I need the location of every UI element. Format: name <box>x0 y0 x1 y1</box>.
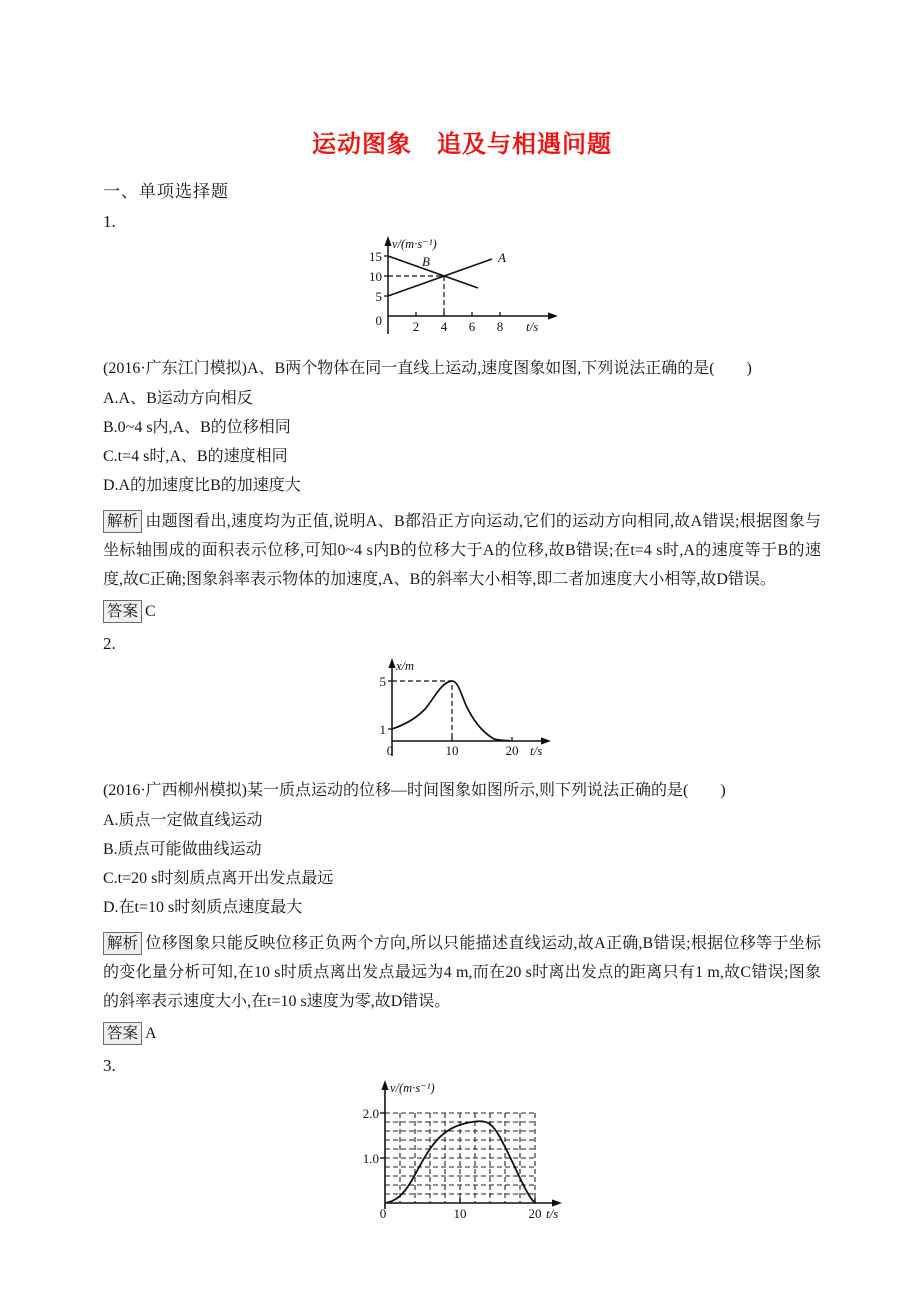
analysis-tag: 解析 <box>103 932 142 955</box>
x-tick-20: 20 <box>505 743 519 758</box>
section-heading: 一、单项选择题 <box>103 182 229 201</box>
answer-block <box>103 600 821 624</box>
x-tick-10: 10 <box>445 743 459 758</box>
y-axis-label: v/(m·s⁻¹) <box>389 1081 435 1095</box>
answer-text: C <box>145 603 156 620</box>
answer-block <box>103 1022 821 1046</box>
line-B <box>388 256 478 288</box>
y-axis-arrow <box>384 236 391 246</box>
crossing-guides <box>388 276 444 316</box>
worksheet-page <box>103 0 821 1233</box>
answer-tag: 答案 <box>103 1022 142 1045</box>
grid <box>385 1113 535 1203</box>
y-tick-2.0: 2.0 <box>362 1106 379 1121</box>
question-stem: (2016·广西柳州模拟)某一质点运动的位移—时间图象如图所示,则下列说法正确的是( ) <box>103 782 726 799</box>
analysis-text: 位移图象只能反映位移正负两个方向,所以只能描述直线运动,故A正确,B错误;根据位移等于坐标的变化量分析可知,在10 s时质点离出发点最远为4 m,而在20 s时离出发点的距离只有1 m,故C错误;图象的斜率表示速度大小,在t=10 s速度为零,故D错误。 <box>103 935 821 1010</box>
x-tick-6: 6 <box>468 319 476 334</box>
origin-label: 0 <box>375 313 382 328</box>
question-2 <box>103 634 821 1046</box>
analysis-block <box>103 507 821 594</box>
y-axis-arrow <box>388 658 395 668</box>
option-c: C.t=4 s时,A、B的速度相同 <box>103 448 288 465</box>
question-2-figure <box>103 656 821 773</box>
x-axis-label: t/s <box>545 1206 558 1221</box>
analysis-block <box>103 929 821 1016</box>
label-B: B <box>422 254 430 269</box>
analysis-tag: 解析 <box>103 510 142 533</box>
x-t-curve <box>392 681 510 741</box>
label-A: A <box>498 250 506 265</box>
x-tick-20: 20 <box>528 1206 541 1221</box>
line-A <box>388 259 492 296</box>
y-tick-1.0: 1.0 <box>362 1151 379 1166</box>
x-axis-arrow <box>548 312 558 319</box>
displacement-time-graph <box>362 656 562 768</box>
x-tick-8: 8 <box>496 319 504 334</box>
x-tick-2: 2 <box>412 319 420 334</box>
option-d: D.在t=10 s时刻质点速度最大 <box>103 899 303 916</box>
y-axis-label: x/m <box>396 659 415 673</box>
question-number: 3. <box>103 1056 116 1075</box>
y-tick-15: 15 <box>369 249 382 264</box>
option-c: C.t=20 s时刻质点离开出发点最远 <box>103 870 334 887</box>
question-3 <box>103 1056 821 1233</box>
question-1-figure <box>103 234 821 351</box>
option-d: D.A的加速度比B的加速度大 <box>103 477 301 494</box>
option-a: A.质点一定做直线运动 <box>103 812 263 829</box>
x-tick-4: 4 <box>440 319 448 334</box>
question-3-figure <box>103 1078 821 1233</box>
y-axis-label: v/(m·s⁻¹) <box>392 237 437 251</box>
x-axis-label: t/s <box>526 319 539 334</box>
question-number: 1. <box>103 212 116 231</box>
y-tick-5: 5 <box>379 674 386 689</box>
analysis-text: 由题图看出,速度均为正值,说明A、B都沿正方向运动,它们的运动方向相同,故A错误;根据图象与坐标轴围成的面积表示位移,可知0~4 s内B的位移大于A的位移,故B错误;在t=4 s时,A的速度等于B的速度,故C正确;图象斜率表示物体的加速度,A、B的斜率大小相等,即二者加速度大小相等,故D错误。 <box>103 513 821 588</box>
origin-label: 0 <box>379 1206 386 1221</box>
answer-text: A <box>145 1025 157 1042</box>
velocity-time-graph-2 <box>350 1078 575 1228</box>
y-axis-arrow <box>381 1080 388 1090</box>
y-tick-10: 10 <box>369 269 382 284</box>
page-title: 运动图象 追及与相遇问题 <box>312 132 612 158</box>
x-axis-label: t/s <box>530 743 543 758</box>
question-stem: (2016·广东江门模拟)A、B两个物体在同一直线上运动,速度图象如图,下列说法正确的是( ) <box>103 360 752 377</box>
option-b: B.质点可能做曲线运动 <box>103 841 262 858</box>
question-number: 2. <box>103 634 116 653</box>
origin-label: 0 <box>386 743 394 758</box>
answer-tag: 答案 <box>103 600 142 623</box>
y-tick-1: 1 <box>379 722 386 737</box>
velocity-time-graph-1 <box>356 234 568 346</box>
x-axis-arrow <box>541 737 551 744</box>
option-a: A.A、B运动方向相反 <box>103 390 253 407</box>
y-tick-5: 5 <box>375 289 382 304</box>
question-1 <box>103 212 821 624</box>
x-tick-10: 10 <box>453 1206 466 1221</box>
option-b: B.0~4 s内,A、B的位移相同 <box>103 419 291 436</box>
